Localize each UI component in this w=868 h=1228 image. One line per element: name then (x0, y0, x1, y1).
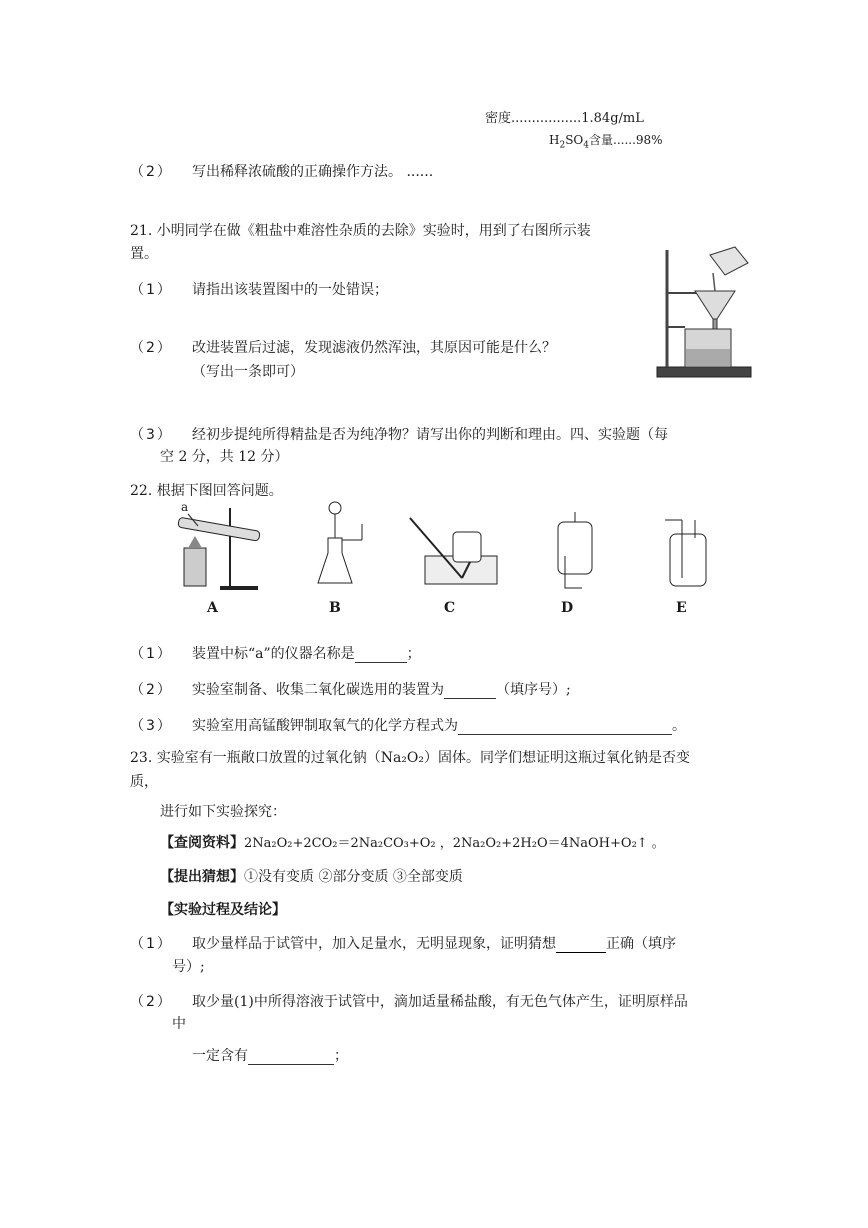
q22-part3: （3） 实验室用高锰酸钾制取氧气的化学方程式为 。 (130, 718, 686, 734)
q22-blank2[interactable] (444, 684, 496, 699)
q22-intro: 22. 根据下图回答问题。 (130, 483, 283, 499)
q22-blank3[interactable] (458, 720, 672, 735)
apparatus-d-figure (558, 512, 592, 588)
q21-intro-line1: 21. 小明同学在做《粗盐中难溶性杂质的去除》实验时，用到了右图所示装 (130, 223, 591, 239)
q21-part3: （3） 经初步提纯所得精盐是否为纯净物？请写出你的判断和理由。四、实验题（每 (130, 427, 668, 443)
q21-part2-note: （写出一条即可） (192, 364, 304, 380)
density-line (485, 107, 644, 126)
filtration-apparatus-figure (655, 245, 755, 383)
q23-part1: （1） 取少量样品于试管中，加入足量水，无明显现象，证明猜想 正确（填序 (130, 936, 676, 952)
marker-a: a (181, 500, 189, 514)
apparatus-label-c: C (444, 600, 456, 616)
q23-part2: （2） 取少量(1)中所得溶液于试管中，滴加适量稀盐酸，有无色气体产生，证明原样品 (130, 994, 688, 1010)
q23-line3: 进行如下实验探究： (160, 804, 286, 820)
q22-blank1[interactable] (355, 648, 407, 663)
q23-process-title: 【实验过程及结论】 (160, 902, 286, 918)
q22-part2: （2） 实验室制备、收集二氧化碳选用的装置为 （填序号）; (130, 682, 571, 698)
q23-part2-line3: 一定含有 ； (192, 1048, 348, 1064)
apparatus-e-figure (665, 520, 706, 586)
q21-part3-line2: 空 2 分，共 12 分） (160, 449, 289, 465)
q23-part1-line2: 号）; (172, 959, 205, 975)
q21-part2: （2） 改进装置后过滤，发现滤液仍然浑浊，其原因可能是什么？ (130, 340, 556, 356)
q22-part1: （1） 装置中标“a”的仪器名称是 ； (130, 646, 421, 662)
apparatus-a-figure (178, 508, 260, 590)
apparatus-label-a: A (207, 600, 218, 616)
apparatus-label-b: B (329, 600, 341, 616)
apparatus-b-figure (318, 502, 362, 583)
q23-blank2[interactable] (248, 1050, 334, 1065)
density-text: 密度.................1.84g/mL (485, 111, 644, 126)
q23-intro-line2: 质， (130, 774, 158, 790)
q20-part2: （2） 写出稀释浓硫酸的正确操作方法。 ...... (130, 164, 434, 180)
q23-hypothesis: 【提出猜想】①没有变质 ②部分变质 ③全部变质 (160, 869, 463, 885)
q21-intro-line2: 置。 (130, 246, 158, 262)
q23-blank1[interactable] (556, 938, 606, 953)
apparatus-label-d: D (561, 600, 574, 616)
q23-intro-line1: 23. 实验室有一瓶敞口放置的过氧化钠（Na₂O₂）固体。同学们想证明这瓶过氧化钠是否变 (130, 750, 691, 766)
content-line: $H_2SO_4$含量......98% (549, 133, 663, 151)
apparatus-c-figure (410, 518, 497, 584)
q23-part2-line2: 中 (172, 1016, 186, 1032)
q23-reference: 【查阅资料】2Na₂O₂+2CO₂＝2Na₂CO₃+O₂ ，2Na₂O₂+2H₂O＝4NaOH+O₂↑ 。 (160, 835, 665, 851)
apparatus-label-e: E (676, 600, 687, 616)
q21-part1: （1） 请指出该装置图中的一处错误； (130, 282, 388, 298)
